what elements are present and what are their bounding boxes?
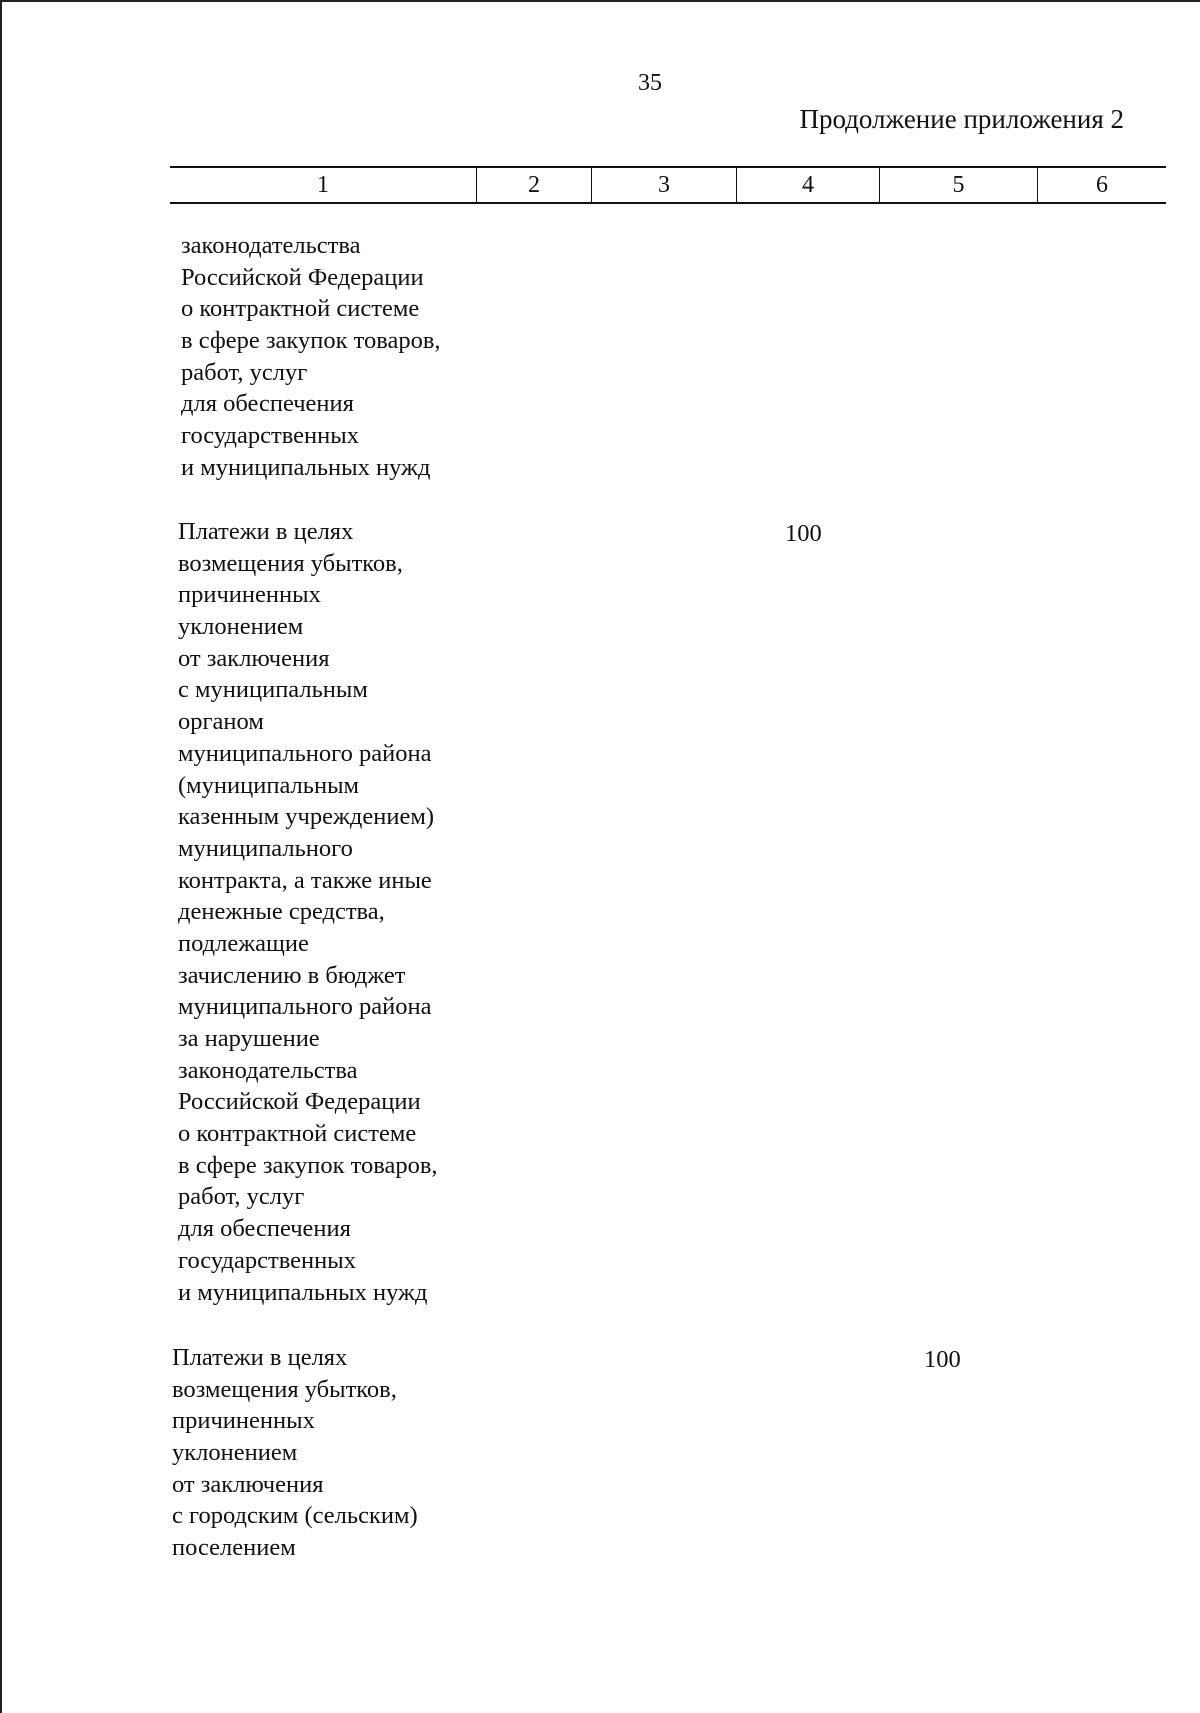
row-description-line: Российской Федерации [178,1088,421,1116]
scan-edge-left [0,0,2,1713]
row-description-line: зачислению в бюджет [178,961,406,989]
row-description-line: Платежи в целях [178,518,354,545]
row-description-line: контракта, а также иные [178,866,432,894]
row-description-line: за нарушение [178,1025,320,1052]
row-description-line: для обеспечения [181,390,354,418]
row-description-line: от заключения [172,1470,324,1498]
column-header-2: 2 [476,168,591,202]
table-header-row [170,166,1166,204]
row-description-line: о контрактной системе [181,295,420,323]
row-description-line: государственных [178,1246,356,1274]
column-header-1: 1 [317,171,329,198]
scan-edge-top [0,0,1200,2]
row-description-line: законодательства [181,232,361,259]
row-description-line: работ, услуг [181,358,308,386]
column-header-4: 4 [736,168,879,202]
row-description-line: возмещения убытков, [178,549,403,577]
row-description-line: причиненных [178,581,321,609]
continuation-label: Продолжение приложения 2 [799,104,1124,134]
row-description-line: Российской Федерации [181,263,424,291]
row-description-line: для обеспечения [178,1215,351,1243]
row-description-line: и муниципальных нужд [178,1278,428,1306]
row-description-line: возмещения убытков, [172,1375,397,1403]
row-value-column-5: 100 [924,1346,961,1373]
row-description-line: подлежащие [178,929,309,957]
row-description-line: и муниципальных нужд [181,453,431,481]
row-description [181,230,441,484]
row-description-line: уклонением [178,613,304,641]
row-description-line: Платежи в целях [172,1344,348,1371]
row-description-line: государственных [181,422,359,450]
row-description-line: денежные средства, [178,898,385,926]
row-description-line: законодательства [178,1056,358,1084]
row-description-line: в сфере закупок товаров, [178,1151,438,1179]
row-description-line: органом [178,708,264,736]
column-header-6: 6 [1037,168,1166,202]
row-description-line: от заключения [178,644,330,672]
row-description-line: работ, услуг [178,1183,305,1211]
row-description-line: с муниципальным [178,676,368,704]
column-header-5: 5 [879,168,1037,202]
row-description [172,1342,418,1564]
page-number: 35 [638,70,662,96]
row-description-line: уклонением [172,1439,298,1467]
row-description-line: в сфере закупок товаров, [181,327,441,355]
row-value-column-4: 100 [785,520,822,547]
row-description-line: казенным учреждением) [178,803,434,831]
row-description-line: причиненных [172,1407,315,1435]
row-description-line: муниципального района [178,739,432,767]
row-description-line: муниципального [178,834,353,862]
row-description-line: (муниципальным [178,771,360,799]
row-description-line: муниципального района [178,993,432,1021]
row-description-line: с городским (сельским) [172,1502,418,1530]
column-header-3: 3 [591,168,736,202]
row-description-line: о контрактной системе [178,1120,417,1148]
row-description-line: поселением [172,1534,296,1562]
row-description [178,516,438,1308]
